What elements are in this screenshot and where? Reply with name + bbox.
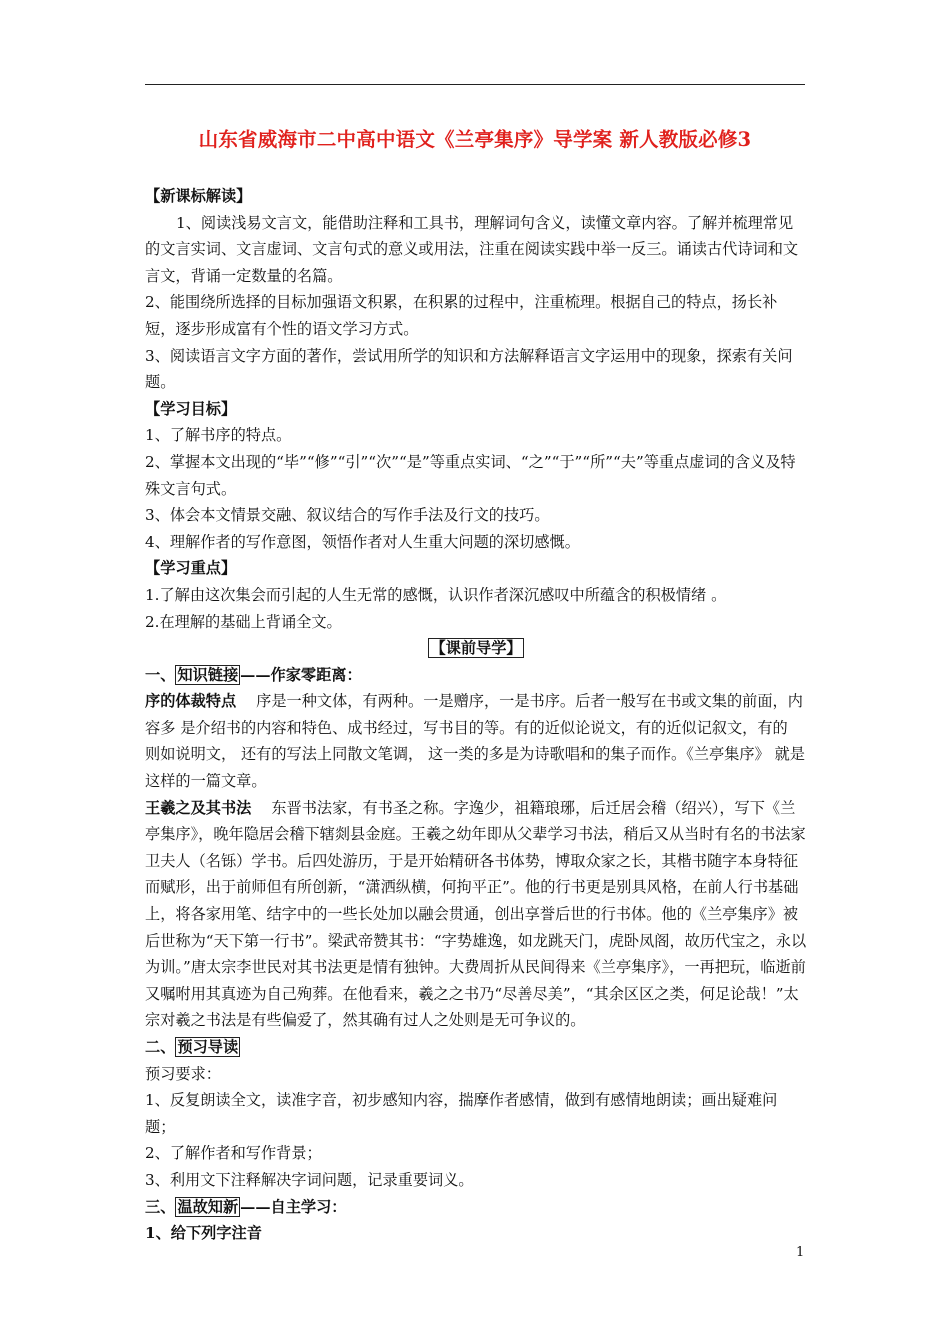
requirement-item-2: 2、了解作者和写作背景； [145, 1144, 322, 1163]
part-2-heading [145, 1034, 807, 1061]
section-heading-focus: 【学习重点】 [145, 559, 237, 578]
part-2-number: 二、 [145, 1038, 176, 1056]
part-3-number: 三、 [145, 1197, 176, 1216]
focus-item-2: 2.在理解的基础上背诵全文。 [145, 612, 342, 631]
document-body [145, 183, 807, 1247]
preface-paragraph [145, 688, 807, 794]
requirement-item-3: 3、利用文下注释解决字词问题，记录重要词义。 [145, 1170, 474, 1189]
section-heading-goals: 【学习目标】 [145, 399, 237, 418]
header-rule [145, 84, 805, 85]
wang-xizhi-title: 王羲之及其书法 [145, 798, 252, 817]
document-title: 山东省威海市二中高中语文《兰亭集序》导学案 新人教版必修3 [198, 128, 752, 151]
requirement-item-1: 1、反复朗读全文，读准字音，初步感知内容，揣摩作者感情，做到有感情地朗读；画出疑难问题； [145, 1091, 778, 1136]
preview-requirements-label: 预习要求： [145, 1064, 221, 1083]
curriculum-item-2: 2、能围绕所选择的目标加强语文积累，在积累的过程中，注重梳理。根据自己的特点，扬长补短，逐步形成富有个性的语文学习方式。 [145, 293, 778, 338]
part-3-boxed-label: 温故知新 [177, 1197, 239, 1216]
part-1-number: 一、 [145, 665, 176, 684]
preview-heading-row [145, 635, 807, 662]
part-1-boxed-label: 知识链接 [177, 665, 239, 684]
wang-xizhi-paragraph [145, 795, 807, 1034]
preface-text: 序是一种文体，有两种。一是赠序，一是书序。后者一般写在书或文集的前面，内容多 是介绍书的内容和特色、成书经过，写书目的等。有的近似论说文，有的近似记叙文，有的 则如说明文， 还有的写法上同散文笔调， 这一类的多是为诗歌唱和的集子而作。《兰亭集序》 就是这样的一篇文章。 [145, 692, 805, 791]
section-heading-curriculum: 【新课标解读】 [145, 187, 252, 205]
part-1-heading [145, 662, 807, 689]
focus-item-1: 1.了解由这次集会而引起的人生无常的感慨，认识作者深沉感叹中所蕴含的积极情绪 。 [145, 585, 727, 604]
goal-item-3: 3、体会本文情景交融、叙议结合的写作手法及行文的技巧。 [145, 506, 550, 525]
part-3-subtitle: ——自主学习： [240, 1197, 347, 1216]
preview-heading: 【课前导学】 [430, 639, 522, 658]
part-3-subheading: 1、给下列字注音 [145, 1224, 262, 1243]
page-number: 1 [796, 1245, 805, 1260]
part-3-heading [145, 1194, 807, 1221]
wang-xizhi-text: 东晋书法家，有书圣之称。字逸少，祖籍琅琊，后迁居会稽（绍兴），写下《兰亭集序》，晚年隐居会稽下辖剡县金庭。王羲之幼年即从父辈学习书法，稍后又从当时有名的书法家卫夫人（名铄）学书。后四处游历，于是开始精研各书体势，博取众家之长，其楷书随字本身特征而赋形，出于前师但有所创新，“潇洒纵横，何拘平正”。他的行书更是别具风格，在前人行书基础上，将各家用笔、结字中的一些长处加以融会贯通，创出享誉后世的行书体。他的《兰亭集序》被后世称为“天下第一行书”。梁武帝赞其书：“字势雄逸，如龙跳天门，虎卧凤阁，故历代宝之，永以为训。”唐太宗李世民对其书法更是情有独钟。大费周折从民间得来《兰亭集序》，一再把玩，临逝前又嘱咐用其真迹为自己殉葬。在他看来，羲之之书乃“尽善尽美”，“其余区区之类，何足论哉！”太宗对羲之书法是有些偏爱了，然其确有过人之处则是无可争议的。 [145, 798, 807, 1030]
goal-item-4: 4、理解作者的写作意图，领悟作者对人生重大问题的深切感慨。 [145, 532, 580, 551]
curriculum-item-3: 3、阅读语言文字方面的著作，尝试用所学的知识和方法解释语言文字运用中的现象，探索有关问题。 [145, 346, 793, 392]
goal-item-1: 1、了解书序的特点。 [145, 426, 292, 445]
preface-title: 序的体裁特点 [145, 692, 237, 711]
part-2-boxed-label: 预习导读 [177, 1038, 239, 1056]
part-1-subtitle: ——作家零距离： [240, 665, 362, 684]
goal-item-2: 2、掌握本文出现的“毕”“修”“引”“次”“是”等重点实词、“之”“于”“所”“夫”等重点虚词的含义及特殊文言句式。 [145, 452, 796, 498]
curriculum-item-1: 1、阅读浅易文言文，能借助注释和工具书，理解词句含义，读懂文章内容。了解并梳理常见的文言实词、文言虚词、文言句式的意义或用法，注重在阅读实践中举一反三。诵读古代诗词和文言文，背诵一定数量的名篇。 [145, 213, 799, 285]
